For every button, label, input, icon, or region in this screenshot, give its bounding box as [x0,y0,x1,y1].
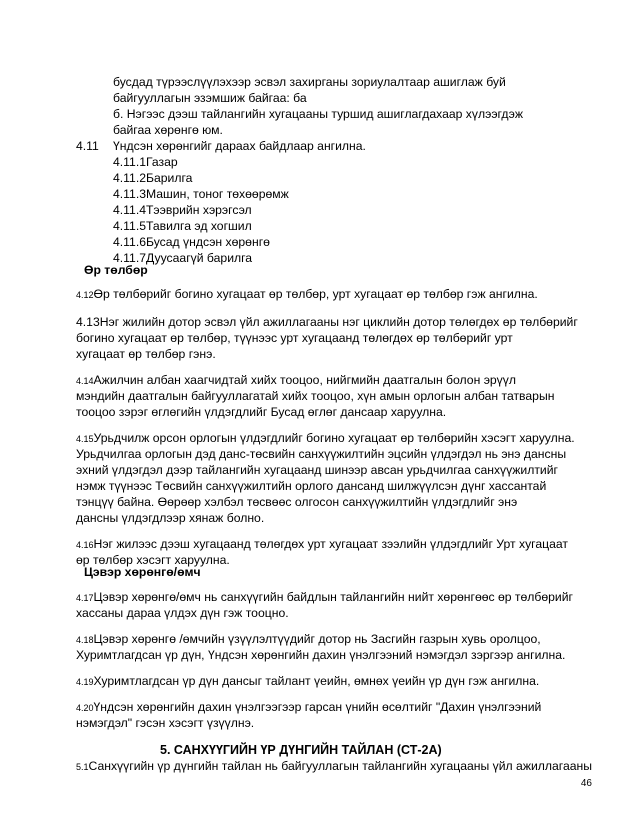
paragraph-4-19-line-1 [76,673,539,690]
paragraph-line: Урьдчилж орсон орлогын үлдэгдлийг богино хугацаат өр төлбөрийн хэсэгт харуулна. [93,431,575,445]
paragraph-4-20-line-2: нэмэгдэл" гэсэн хэсэгт үзүүлнэ. [76,716,255,730]
paragraph-4-15-line-5: тэнцүү байна. Өөрөөр хэлбэл төсвөөс олгосон санхүүжилтийн үлдэгдлийг энэ [76,495,518,509]
paragraph-4-16-line-2: өр төлбөр хэсэгт харуулна. [76,553,230,567]
intro-line-1: бусдад түрээслүүлэхээр эсвэл захирганы зориулалтаар ашиглаж буй [113,75,506,89]
section-4-11-text: Үндсэн хөрөнгийг дараах байдлаар ангилна. [113,139,366,153]
paragraph-line: Үндсэн хөрөнгийн дахин үнэлгээгээр гарсан үнийн өсөлтийг "Дахин үнэлгээний [93,700,542,714]
paragraph-4-15-line-4: нэмж түүнээс Төсвийн санхүүжилтийн орлого дансанд шилжүүлсэн дүнг хассантай [76,479,547,493]
list-item-4-11-6: 4.11.6Бусад үндсэн хөрөнгө [113,235,270,249]
intro-line-2: байгууллагын эзэмшиж байгаа: ба [113,91,307,105]
paragraph-number: 4.14 [76,376,94,386]
list-item-4-11-2: 4.11.2Барилга [113,171,193,185]
paragraph-4-15-line-6: дансны үлдэгдлээр хянаж болно. [76,511,265,525]
heading-net-assets: Цэвэр хөрөнгө/өмч [84,565,201,579]
paragraph-line: Нэг жилээс дээш хугацаанд төлөгдөх урт хугацаат зээлийн үлдэгдлийг Урт хугацаат [93,537,568,551]
paragraph-4-14-line-1 [76,372,516,389]
paragraph-number: 4.13 [76,315,100,329]
paragraph-line: Санхүүгийн үр дүнгийн тайлан нь байгууллагын тайлангийн хугацааны үйл ажиллагааны [88,759,593,773]
paragraph-4-18-line-2: Хуримтлагдсан үр дүн, Үндсэн хөрөнгийн дахин үнэлгээний нэмэгдэл зэргээр ангилна. [76,648,566,662]
paragraph-line: Ажилчин албан хаагчидтай хийх тооцоо, нийгмийн даатгалын болон эрүүл [93,373,516,387]
paragraph-number: 5.1 [76,762,89,772]
paragraph-4-12 [76,286,593,303]
paragraph-line: Хуримтлагдсан үр дүн дансыг тайлант үеийн, өмнөх үеийн үр дүн гэж ангилна. [93,674,540,688]
paragraph-4-17-line-2: хассаны дараа үлдэх дүн гэж тооцно. [76,606,289,620]
paragraph-4-14-line-2: мэндийн даатгалын байгууллагатай хийх тооцоо, хүн амын орлогын албан татварын [76,389,555,403]
paragraph-line: Цэвэр хөрөнгө/өмч нь санхүүгийн байдлын тайлангийн нийт хөрөнгөөс өр төлбөрийг [93,590,573,604]
paragraph-4-15-line-3: эхний үлдэгдэл дээр тайлангийн хугацаанд шинээр авсан урьдчилгаа санхүүжилтийг [76,463,558,477]
paragraph-number: 4.17 [76,593,94,603]
paragraph-number: 4.19 [76,677,94,687]
paragraph-line: Өр төлбөрийг богино хугацаат өр төлбөр, урт хугацаат өр төлбөр гэж ангилна. [93,287,538,301]
intro-line-4: байгаа хөрөнгө юм. [113,123,223,137]
paragraph-4-17-line-1 [76,589,573,606]
paragraph-line: Цэвэр хөрөнгө /өмчийн үзүүлэлтүүдийг дотор нь Засгийн газрын хувь оролцоо, [93,632,541,646]
paragraph-4-16-line-1 [76,536,568,553]
list-item-4-11-1: 4.11.1Газар [113,155,178,169]
list-item-4-11-3: 4.11.3Машин, тоног төхөөрөмж [113,187,289,201]
section-4-11-number: 4.11 [76,139,99,153]
section-5-title: 5. САНХҮҮГИЙН ҮР ДҮНГИЙН ТАЙЛАН (СТ-2А) [160,743,442,757]
paragraph-number: 4.15 [76,434,94,444]
list-item-4-11-7: 4.11.7Дуусаагүй барилга [113,251,253,265]
paragraph-4-15-line-2: Урьдчилгаа орлогын дэд данс-төсвийн санхүүжилтийн эцсийн үлдэгдэл нь энэ дансны [76,447,567,461]
paragraph-number: 4.16 [76,540,94,550]
paragraph-4-13-line-3: хугацаат өр төлбөр гэнэ. [76,347,216,361]
intro-line-3: б. Нэгээс дээш тайлангийн хугацааны туршид ашиглагдахаар хүлээгдэж [113,107,524,121]
paragraph-number: 4.12 [76,290,94,300]
list-item-4-11-4: 4.11.4Тээврийн хэрэгсэл [113,203,252,217]
paragraph-4-20-line-1 [76,699,541,716]
paragraph-4-18-line-1 [76,631,541,648]
paragraph-number: 4.20 [76,703,94,713]
paragraph-4-15-line-1 [76,430,575,447]
paragraph-4-13-line-2: богино хугацаат өр төлбөр, түүнээс урт хугацаанд төлөгдөх өр төлбөрийг урт [76,331,513,345]
list-item-4-11-5: 4.11.5Тавилга эд хогшил [113,219,252,233]
paragraph-4-14-line-3: тооцоо зэрэг өглөгийн үлдэгдлийг Бусад өглөг дансаар харуулна. [76,405,447,419]
paragraph-number: 4.18 [76,635,94,645]
paragraph-4-13-line-1 [76,314,578,330]
heading-liabilities: Өр төлбөр [84,263,148,277]
paragraph-5-1-line-1 [76,758,592,775]
paragraph-line: Нэг жилийн дотор эсвэл үйл ажиллагааны нэг циклийн дотор төлөгдөх өр төлбөрийг [99,315,578,329]
page-number: 46 [580,778,592,789]
